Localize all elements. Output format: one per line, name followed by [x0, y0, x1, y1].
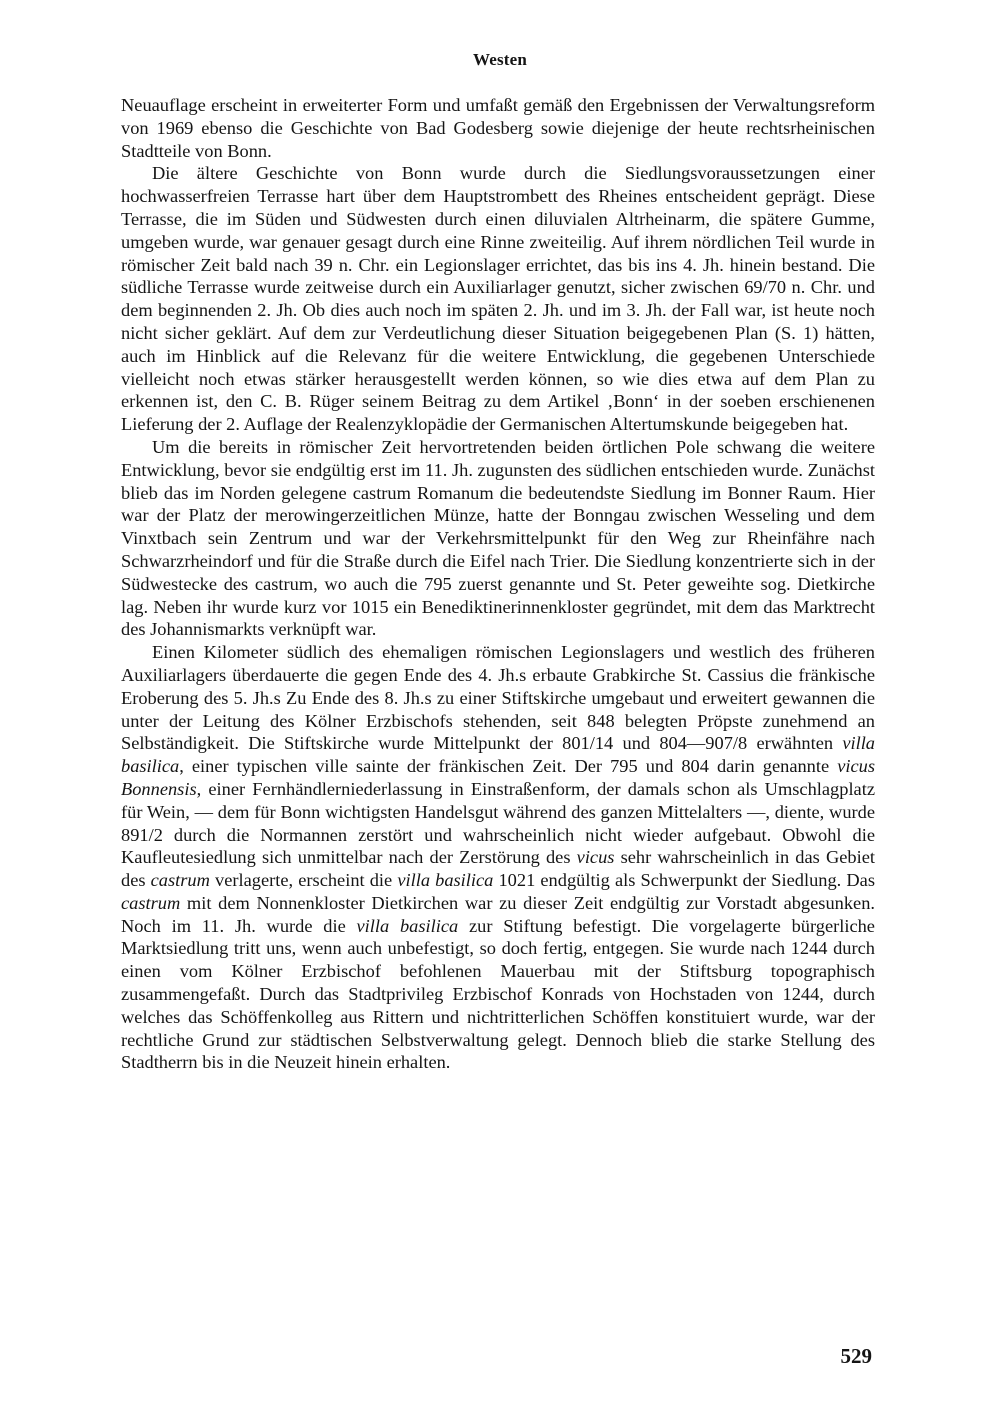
paragraph	[121, 641, 875, 1074]
italic-term: vicus	[576, 847, 615, 868]
text-run: sehr wahrscheinlich in das Gebiet des	[121, 847, 875, 891]
italic-term: vicus Bonnensis	[121, 756, 875, 799]
text-run: Die ältere Geschichte von Bonn wurde durch die Siedlungsvoraussetzungen einer hochwasserfreien Terrasse hart über dem Hauptstrombett des Rheines entscheident geprägt. Diese Terrasse, die im Süden und Südwesten durch einen diluvialen Altrheinarm, die spätere Gumme, umgeben wurde, war genauer gesagt durch eine Rinne zweiteilig. Auf ihrem nördlichen Teil wurde in römischer Zeit bald nach 39 n. Chr. ein Legionslager errichtet, das bis ins 4. Jh. hinein bestand. Die südliche Terrasse wurde zeitweise durch ein Auxiliarlager genutzt, sicher zwischen 69/70 n. Chr. und dem beginnenden 2. Jh. Ob dies auch noch im späten 2. Jh. und im 3. Jh. der Fall war, ist heute noch nicht sicher geklärt. Auf dem zur Verdeutlichung dieser Situation beigegebenen Plan (S. 1) hätten, auch im Hinblick auf die Relevanz für die weitere Entwicklung, die gegebenen Unterschiede vielleicht noch etwas stärker herausgestellt werden können, so wie dies etwa auf dem Plan zu erkennen ist, den C. B. Rüger seinem Beitrag zu dem Artikel ‚Bonn‘ in der soeben erschienenen Lieferung der 2. Auflage der Realenzyklopädie der Germanischen Altertumskunde beigegeben hat.	[121, 163, 875, 435]
body-text	[121, 94, 875, 1074]
italic-term: villa basilica	[356, 915, 459, 936]
text-run: Neuauflage erscheint in erweiterter Form und umfaßt gemäß den Ergebnissen der Verwaltungsreform von 1969 ebenso die Geschichte von Bad Godesberg sowie diejenige der heute rechtsrheinischen Stadtteile von Bonn.	[121, 95, 875, 161]
text-run: , einer Fernhändlerniederlassung in Einstraßenform, der damals schon als Umschlagplatz für Wein, — dem für Bonn wichtigsten Handelsgut während des ganzen Mittelalters —, diente, wurde 891/2 durch die Normannen zerstört und wahrscheinlich nicht wieder aufgebaut. Obwohl die Kaufleutesiedlung sich unmittelbar nach der Zerstörung des	[121, 778, 875, 868]
running-header: Westen	[472, 50, 528, 69]
page-number: 529	[840, 1344, 872, 1368]
italic-term: villa basilica	[121, 733, 875, 777]
text-run: zur Stiftung befestigt. Die vorgelagerte bürgerliche Marktsiedlung tritt uns, wenn auch unbefestigt, so doch fertig, entgegen. Sie wurde nach 1244 durch einen vom Kölner Erzbischof befohlenen Mauerbau mit der Stiftsburg topographisch zusammengefaßt. Durch das Stadtprivileg Erzbischof Konrads von Hochstaden von 1244, durch welches das Schöffenkolleg aus Rittern und nichtritterlichen Schöffen konstituiert wurde, war der rechtliche Grund zur städtischen Selbstverwaltung gelegt. Dennoch blieb die starke Stellung des Stadtherrn bis in die Neuzeit hinein erhalten.	[121, 915, 875, 1073]
paragraph	[121, 94, 875, 162]
text-run: Um die bereits in römischer Zeit hervortretenden beiden örtlichen Pole schwang die weitere Entwicklung, bevor sie endgültig erst im 11. Jh. zugunsten des südlichen entschieden wurde. Zunächst blieb das im Norden gelegene castrum Romanum die bedeutendste Siedlung im Bonner Raum. Hier war der Platz der merowingerzeitlichen Münze, hatte der Bonngau zwischen Wesseling und dem Vinxtbach sein Zentrum und war der Verkehrsmittelpunkt für den Weg zur Rheinfähre nach Schwarzrheindorf und für die Straße durch die Eifel nach Trier. Die Siedlung konzentrierte sich in der Südwestecke des castrum, wo auch die 795 zuerst genannte und St. Peter geweihte sog. Dietkirche lag. Neben ihr wurde kurz vor 1015 ein Benediktinerinnenkloster gegründet, mit dem das Marktrecht des Johannismarkts verknüpft war.	[121, 436, 875, 640]
text-run: mit dem Nonnenkloster Dietkirchen war zu dieser Zeit endgültig zur Vorstadt abgesunken. Noch im 11. Jh. wurde die	[121, 892, 875, 936]
text-run: 1021 endgültig als Schwerpunkt der Siedlung. Das	[493, 870, 875, 891]
text-run: , einer typischen ville sainte der fränkischen Zeit. Der 795 und 804 darin genannte	[179, 756, 838, 777]
paragraph	[121, 162, 875, 436]
text-run: Einen Kilometer südlich des ehemaligen römischen Legionslagers und westlich des früheren Auxiliarlagers überdauerte die gegen Ende des 4. Jh.s erbaute Grabkirche St. Cassius die fränkische Eroberung des 5. Jh.s Zu Ende des 8. Jh.s zu einer Stiftskirche umgebaut und erweitert gewannen die unter der Leitung des Kölner Erzbischofs stehenden, seit 848 belegten Pröpste zunehmend an Selbständigkeit. Die Stiftskirche wurde Mittelpunkt der 801/14 und 804—907/8 erwähnten	[121, 642, 875, 754]
text-run: verlagerte, erscheint die	[209, 870, 398, 891]
italic-term: villa basilica	[397, 870, 494, 891]
paragraph	[121, 436, 875, 641]
italic-term: castrum	[150, 870, 210, 891]
italic-term: castrum	[121, 892, 181, 913]
